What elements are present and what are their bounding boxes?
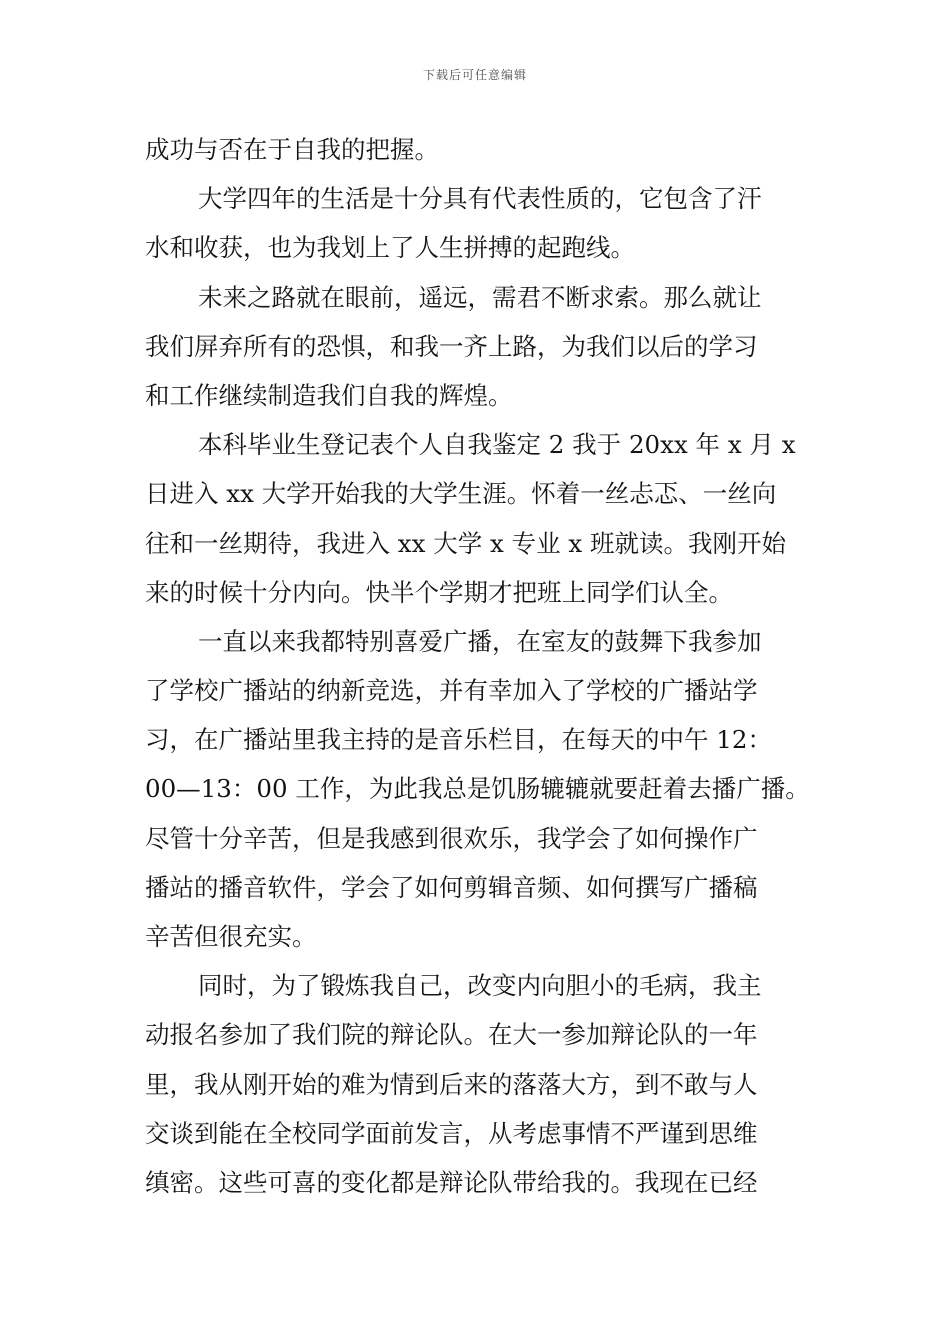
paragraph xyxy=(145,617,815,961)
text-line: 缜密。这些可喜的变化都是辩论队带给我的。我现在已经 xyxy=(145,1167,758,1197)
text-line: 往和一丝期待，我进入 xx 大学 x 专业 x 班就读。我刚开始 xyxy=(145,528,786,558)
text-line: 00—13：00 工作，为此我总是饥肠辘辘就要赶着去播广播。 xyxy=(145,774,810,804)
text-line: 本科毕业生登记表个人自我鉴定 2 我于 20xx 年 x 月 x xyxy=(198,430,796,460)
text-line: 动报名参加了我们院的辩论队。在大一参加辩论队的一年 xyxy=(145,1020,758,1050)
text-line: 同时，为了锻炼我自己，改变内向胆小的毛病，我主 xyxy=(198,971,762,1001)
text-line: 辛苦但很充实。 xyxy=(145,922,317,951)
text-line: 尽管十分辛苦，但是我感到很欢乐，我学会了如何操作广 xyxy=(145,823,758,853)
text-line: 我们屏弃所有的恐惧，和我一齐上路，为我们以后的学习 xyxy=(145,331,758,361)
paragraph xyxy=(145,273,815,421)
text-line: 一直以来我都特别喜爱广播，在室友的鼓舞下我参加 xyxy=(198,626,762,656)
text-line: 播站的播音软件，学会了如何剪辑音频、如何撰写广播稿 xyxy=(145,872,758,902)
text-line: 大学四年的生活是十分具有代表性质的，它包含了汗 xyxy=(198,184,762,214)
text-line: 日进入 xx 大学开始我的大学生涯。怀着一丝忐忑、一丝向 xyxy=(145,479,777,509)
paragraph xyxy=(145,961,815,1207)
text-line: 未来之路就在眼前，遥远，需君不断求索。那么就让 xyxy=(198,282,762,312)
text-line: 来的时候十分内向。快半个学期才把班上同学们认全。 xyxy=(145,577,733,607)
document-body xyxy=(145,125,815,1207)
text-line: 和工作继续制造我们自我的辉煌。 xyxy=(145,380,513,410)
paragraph xyxy=(145,420,815,617)
text-line: 交谈到能在全校同学面前发言，从考虑事情不严谨到思维 xyxy=(145,1118,758,1148)
header-note: 下载后可任意编辑 xyxy=(422,68,527,82)
text-line: 成功与否在于自我的把握。 xyxy=(145,135,439,164)
text-line: 了学校广播站的纳新竞选，并有幸加入了学校的广播站学 xyxy=(145,676,758,706)
text-line: 水和收获，也为我划上了人生拼搏的起跑线。 xyxy=(145,233,635,263)
text-line: 里，我从刚开始的难为情到后来的落落大方，到不敢与人 xyxy=(145,1069,758,1099)
text-line: 习，在广播站里我主持的是音乐栏目，在每天的中午 12： xyxy=(145,725,772,755)
paragraph xyxy=(145,125,815,174)
paragraph xyxy=(145,174,815,272)
